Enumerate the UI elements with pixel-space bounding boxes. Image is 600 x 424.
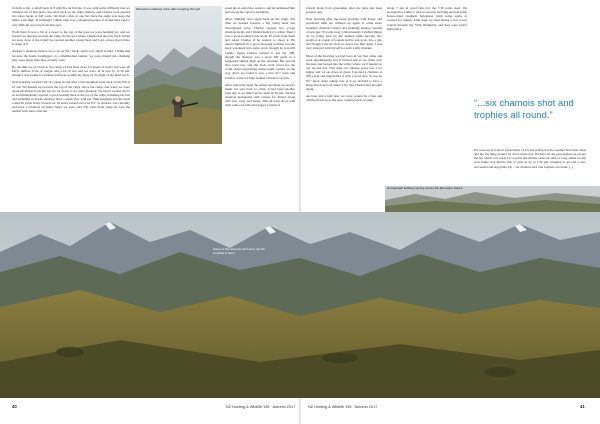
- article-column-1: [12, 6, 130, 117]
- paragraph: From there it was a bit of a sweat to the top of the pass we were heading for, and we started our descent towards the camp via the spot where Charles had shot his buck. When we were close to the trophy we spotted another young buck and I got a more good video footage of it.: [12, 29, 130, 47]
- photo-hunter-on-ridge: [134, 6, 222, 144]
- page-number-left: 40: [12, 404, 17, 409]
- pull-quote: “...six chamois shot and trophies all round.”: [474, 98, 574, 121]
- article-column-5: [474, 148, 586, 172]
- footer-left: NZ Hunting & Wildlife 195 · Autumn 2017: [226, 405, 296, 409]
- paragraph: brandy made from grapeskins after the juice has been pressed out).: [306, 6, 382, 15]
- paragraph: After removing head, he added and meat we slowly made our way back to camp. It had been another long day as we didn’t arrive until 10.30 pm. We had chamois backsteaks with onions for dinner along with rice, curry and butter. This all went down well with some red wine and grappa (a kind of: [225, 82, 295, 108]
- article-column-4: [387, 6, 467, 34]
- paragraph: We were up at 6 am in expectation of a 9 am pickup but the weather had other ideas and the fog hung around for most of the day. We kept all our gear packed up except the fly, which was ready for a quick last-minute removal. After a long, rather boring wait Jamie was finally able to pick us up at 7.30 pm, bringing to an end a very successful and enjoyable trip – six chamois shot and trophies all round. (–): [474, 148, 586, 169]
- article-column-3: [306, 6, 382, 105]
- paragraph: about 7 pm in good time for the 7.30 radio sked. We arranged for Jamie to pick us up next morning and had some freeze-dried spaghetti bolognese (with some again of course) for dinner. After dark we tried fitting a few tracer rounds through my 7mm Weatherby and they were pretty impressive.: [387, 6, 467, 31]
- photo-caption: Some of the chamois shot were not the simplest to fetch: [213, 247, 266, 255]
- photo-caption: Horrapared! bottling country across the flat region slopes: [387, 186, 463, 190]
- page-number-right: 41: [580, 404, 585, 409]
- article-column-2: [225, 6, 295, 111]
- paragraph: After climbing once again back up the ridge, this time we headed towards a big valley head and investigated bobs. Charles spotted two young chamois bucks and I filmed them for a while. Then I saw a good-looking buck about 30 yards from them and asked Charles if he wanted to shoot it. He placed himself in a good shooting position but the buck wandered into some scrub, though he was still visible. Again Charles wanted to use his .308, though the distance was a good 300 yards so I suggested aiming high on the shoulder. His second shot went true and the buck went down for the count. After negotiating some rough country on the way down we found it was a nice 9½” buck and Charles could not help another Charlton cat grin.: [225, 17, 295, 80]
- paragraph: By the time we got back to the camp we had been away for about 12 hours and were all fairly stuffed. A tin of tongue and a bit of rice and we were all in bed by 11.30 pm, though I was awake for another half hour writing my diary by the light of my head torch.: [12, 64, 130, 78]
- paragraph: An hour and a half later we were woken by a hen and climbed back up to the pass, arriving back at camp: [306, 93, 382, 103]
- footer-right: NZ Hunting & Wildlife 195 · Autumn 2017: [308, 405, 378, 409]
- paragraph: Most of the morning we had been in fog that came and went intermittently, but it cleared just as we came over the pass and looked into the valley where we’d hunted on our second day. This time our vantage point was a lot higher and we sat down to glass. I spotted a chamois at 200 yards and despatched it with a good shot. It was an 8½” buck. After taking care of it we decided to have a sleep and dozed off under a fly that Charles had brought along.: [306, 53, 382, 91]
- paragraph: Next morning after the usual porridge with honey and powdered milk we climbed up again to some more beautiful chamois country and suddenly Andrew spotted a buck just 70 yards away. Unfortunately I stuffed things up by being seen by the animal while moving into position. A couple of bounds and he was gone, into a gut, and though I ran up close we never saw him again. I was very annoyed with myself for such a silly mistake.: [306, 17, 382, 51]
- paragraph: in thick scrub, a small buck of 8 with 6¼ inch horns. It was with some difficulty that we climbed out of that place, but once back on the ridge Andrew and Charles soon spotted two more bucks at 240 yards. We fired a shot at one but since the angle was steep the bullet went high. In hindsight I think what was a blessing because it would have been a very difficult recovery from that spot.: [12, 6, 130, 27]
- paragraph: Andrew’s chamois turned out to be an 8¾” buck, again very small bodied. I think that because the home lookbigger on a smallbodied animal, we were misled into thinking they were larger than they actually were.: [12, 49, 130, 62]
- paragraph: usual photo and video session, and he addressed him and sawed the cape for mounting.: [225, 6, 295, 15]
- photo-caption: Werewere relatively close after scraping through: [136, 7, 201, 11]
- photo-mountain-panorama: [0, 212, 600, 398]
- paragraph: Next morning we had a bit of a sleep in and after a late breakfast went back on the hill at 10 am. We headed up towards the top of the ridge above the camp, and when we were about 60 metres from the top we sat down to do some glassing. We heard a noise above us and immediately spotted a good-looking buck at the top of the ridge, thrashing his feet and whistling in alarm. Andrew fired a quick shot with his 7mm magnum and the buck rolled 30 yards down towards us. Its horns turned out to be 9½” so Andrew was certainly and were a Chamois cat male! Since we were only 250 yards from camp we took the animal back there after the: [12, 80, 130, 114]
